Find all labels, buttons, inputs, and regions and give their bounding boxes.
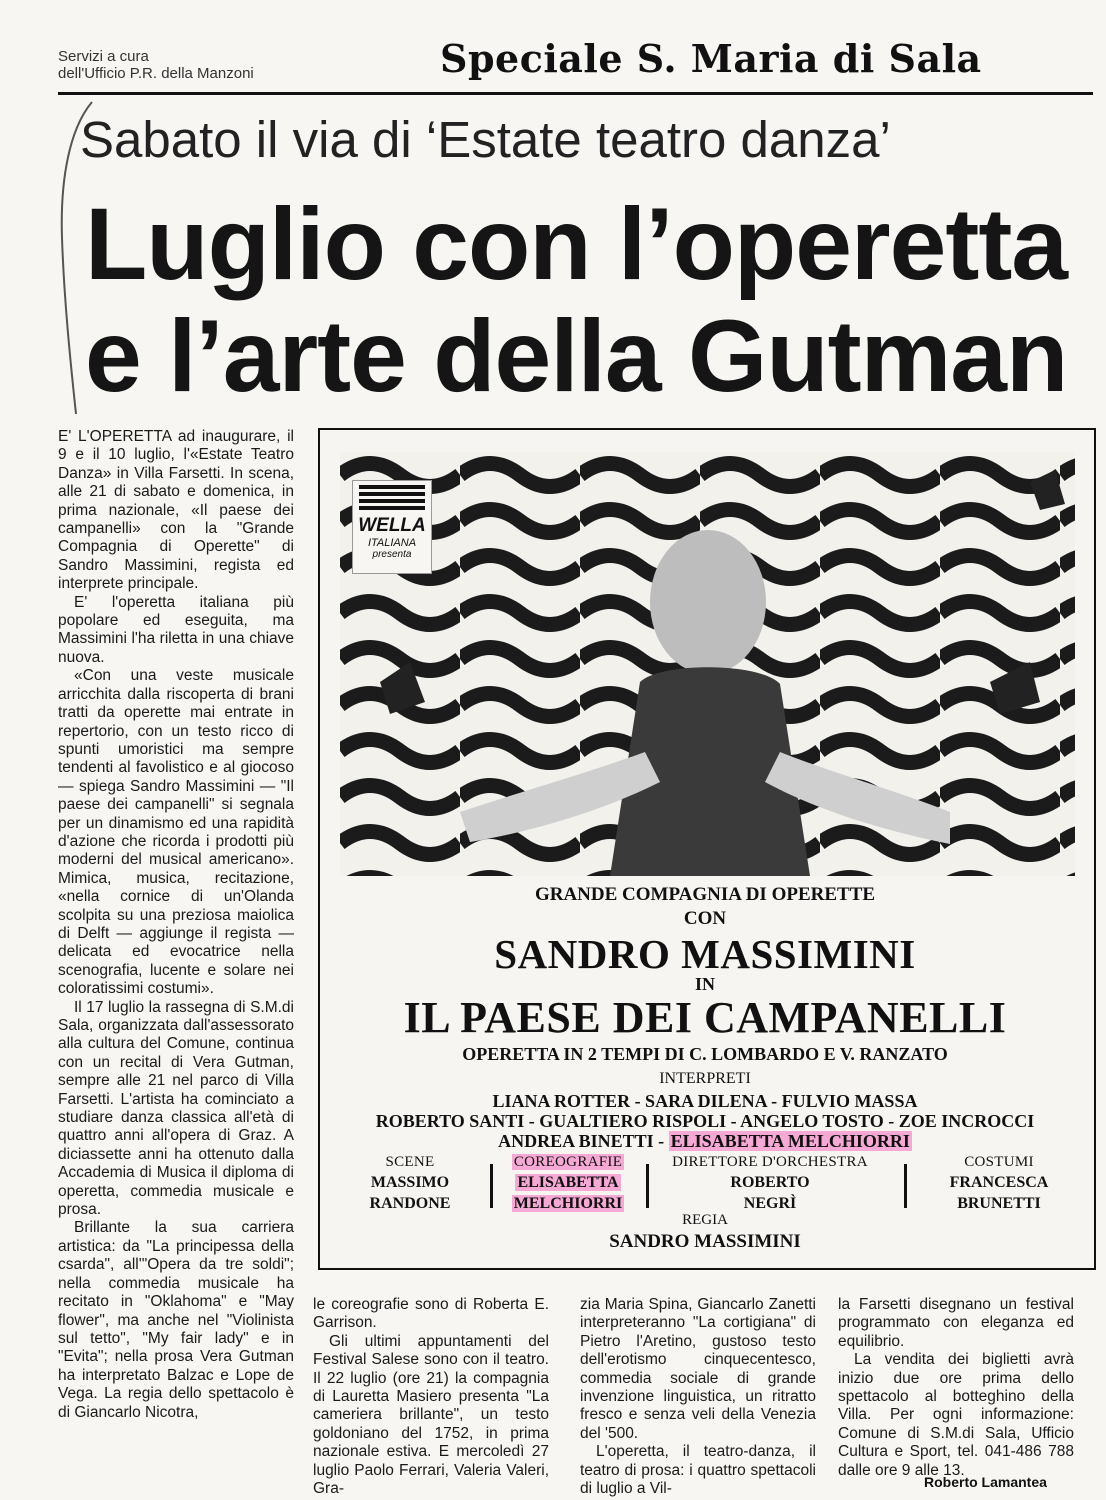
headline	[85, 188, 1095, 412]
ad-photo	[340, 452, 1075, 876]
ad-cast-line	[320, 1131, 1090, 1152]
credit-name: ELISABETTA	[517, 1174, 619, 1191]
ad-company: GRANDE COMPAGNIA DI OPERETTE	[534, 884, 876, 905]
section-title: Speciale S. Maria di Sala	[440, 36, 982, 81]
logo-subtitle: ITALIANA	[367, 537, 417, 549]
article-column-4	[838, 1296, 1074, 1480]
credit-block	[58, 48, 254, 82]
header-rule	[58, 92, 1093, 95]
credit-name: BRUNETTI	[957, 1195, 1041, 1212]
credit-scene	[340, 1154, 480, 1213]
headline-line: Luglio con l’operetta	[85, 187, 1068, 301]
ad-interpreti-label: INTERPRETI	[659, 1070, 751, 1087]
credit-name: NEGRÌ	[743, 1195, 797, 1212]
logo-emblem	[359, 485, 425, 513]
credit-name: MELCHIORRI	[513, 1195, 623, 1212]
paragraph: zia Maria Spina, Giancarlo Zanetti interpreteranno "La cortigiana" di Pietro l'Aretino, gustoso testo dell'erotismo cinquecentesco, commedia sociale di grande invenzione linguistica, un ritratto fresco e senza veli della Venezia del '500.	[580, 1296, 816, 1442]
paragraph: le coreografie sono di Roberta E. Garrison.	[313, 1296, 549, 1332]
logo-presenta: presenta	[372, 549, 412, 560]
logo-wordmark: WELLA	[358, 515, 426, 536]
paragraph: L'operetta, il teatro-danza, il teatro di prosa: i quattro spettacoli di luglio a Vil-	[580, 1443, 816, 1498]
credit-label: DIRETTORE D'ORCHESTRA	[672, 1154, 868, 1170]
paragraph: E' L'OPERETTA ad inaugurare, il 9 e il 10 luglio, l'«Estate Teatro Danza» in Villa Farsetti. In scena, alle 21 di sabato e domenica, in prima nazionale, «Il paese dei campanelli» con la "Grande Compagnia di Operette" di Sandro Massimini, regista ed interprete principale.	[58, 428, 294, 593]
ad-in: IN	[694, 974, 715, 994]
paragraph: Brillante la sua carriera artistica: da "La principessa della csarda", all'"Opera da tre soldi"; nella commedia musicale ha recitato in "Oklahoma" e "May flower", ma anche nel "Violinista sul tetto", "My fair lady" e in "Evita"; nella prosa Vera Gutman ha interpretato Balzac e Lope de Vega. La regia dello spettacolo è di Giancarlo Nicotra,	[58, 1219, 294, 1421]
regia-label: REGIA	[682, 1212, 728, 1228]
cast-name-highlighted: ELISABETTA MELCHIORRI	[670, 1131, 910, 1151]
paragraph: E' l'operetta italiana più popolare ed eseguita, ma Massimini l'ha riletta in una chiave nuova.	[58, 593, 294, 666]
credit-name: MASSIMO	[370, 1174, 450, 1191]
credit-direttore	[654, 1154, 886, 1213]
paragraph: Il 17 luglio la rassegna di S.M.di Sala, organizzata dall'assessorato alla cultura del Comune, continua con un recital di Vera Gutman, sempre alle 21 nel parco di Villa Farsetti. L'artista ha cominciato a studiare danza classica all'età di quattro anni all'opera di Graz. A diciassette anni ha ottenuto dalla Accademia di Musica il diploma di operetta, commedia musicale e prosa.	[58, 998, 294, 1219]
ad-cast-line: ROBERTO SANTI - GUALTIERO RISPOLI - ANGELO TOSTO - ZOE INCROCCI	[375, 1111, 1035, 1131]
wave-pattern	[340, 452, 1075, 876]
ad-title: IL PAESE DEI CAMPANELLI	[403, 993, 1007, 1042]
ad-star: SANDRO MASSIMINI	[494, 931, 916, 977]
credit-coreografie	[498, 1154, 638, 1213]
credit-costumi	[914, 1154, 1084, 1213]
credit-label: COSTUMI	[964, 1154, 1034, 1170]
article-column-1	[58, 428, 294, 1422]
cast-name: ANDREA BINETTI -	[498, 1131, 665, 1151]
credit-separator	[646, 1164, 649, 1208]
article-column-2	[313, 1296, 549, 1498]
paragraph: La vendita dei biglietti avrà inizio due ore prima dello spettacolo al botteghino della Villa. Per ogni informazione: Comune di S.M.di Sala, Ufficio Cultura e Sport, tel. 041-486 788 dalle ore 9 alle 13.	[838, 1351, 1074, 1479]
credit-label: COREOGRAFIE	[513, 1154, 623, 1170]
credit-name: FRANCESCA	[949, 1174, 1049, 1191]
paragraph: «Con una veste musicale arricchita dalla riscoperta di brani tratti da operette mai entrate in repertorio, con un testo ricco di spunti umoristici ma sempre tendenti al favolistico e al giocoso — spiega Sandro Massimini — "Il paese dei campanelli" si segnala per un dinamismo ed una rapidità d'azione che ricorda i prodotti più moderni del musical americano». Mimica, musica, recitazione, «nella cornice di un'Olanda scolpita su una preziosa maiolica di Delft — aggiunge il regista — delicata ed evocatrice nella scenografia, lucente e solare nei coloratissimi costumi».	[58, 667, 294, 998]
regia-name: SANDRO MASSIMINI	[609, 1231, 801, 1252]
paragraph: la Farsetti disegnano un festival programmato con eleganza ed equilibrio.	[838, 1296, 1074, 1350]
article-column-3	[580, 1296, 816, 1498]
ad-cast-line: LIANA ROTTER - SARA DILENA - FULVIO MASSA	[492, 1091, 918, 1111]
byline-signature: Roberto Lamantea	[924, 1474, 1047, 1490]
credit-line: dell'Ufficio P.R. della Manzoni	[58, 65, 254, 82]
credit-separator	[904, 1164, 907, 1208]
credit-line: Servizi a cura	[58, 48, 149, 65]
headline-line: e l’arte della Gutman	[85, 299, 1068, 413]
credit-separator	[490, 1164, 493, 1208]
ad-regia	[320, 1212, 1090, 1253]
credit-name: ROBERTO	[730, 1174, 810, 1191]
paragraph: Gli ultimi appuntamenti del Festival Salese sono con il teatro. Il 22 luglio (ore 21) la compagnia di Lauretta Masiero presenta "La cameriera brillante", un testo goldoniano del 1752, in prima nazionale estiva. E mercoledì 27 luglio Paolo Ferrari, Valeria Valeri, Gra-	[313, 1332, 549, 1498]
ad-credits-row	[320, 1154, 1090, 1216]
kicker: Sabato il via di ‘Estate teatro danza’	[80, 111, 891, 168]
ad-con: CON	[683, 908, 727, 929]
credit-name: RANDONE	[369, 1195, 451, 1212]
wella-logo	[352, 480, 432, 574]
credit-label: SCENE	[385, 1154, 435, 1170]
ad-subtitle: OPERETTA IN 2 TEMPI DI C. LOMBARDO E V. RANZATO	[462, 1044, 948, 1064]
